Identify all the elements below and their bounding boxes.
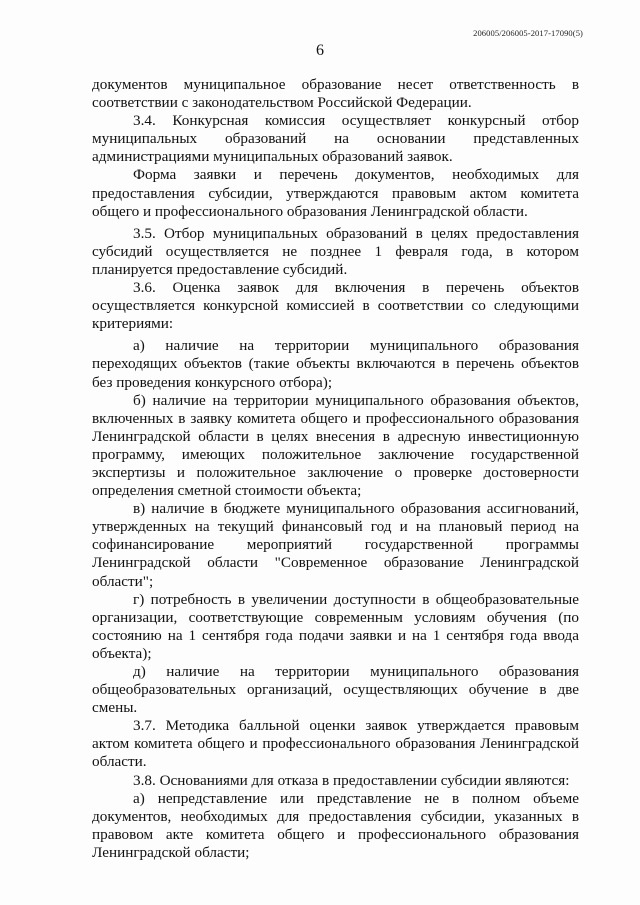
paragraph-3-8: 3.8. Основаниями для отказа в предоставлении субсидии являются:	[133, 771, 570, 789]
document-body	[92, 76, 579, 862]
paragraph-application-form: Форма заявки и перечень документов, необходимых для предоставления субсидии, утверждаются правовым актом комитета общего и профессионального образования Ленинградской области.	[92, 166, 579, 220]
paragraph-continuation: документов муниципальное образование несет ответственность в соответствии с законодательством Российской Федерации.	[92, 76, 579, 112]
paragraph-3-4: 3.4. Конкурсная комиссия осуществляет конкурсный отбор муниципальных образований на основании представленных администрациями муниципальных образований заявок.	[92, 112, 579, 166]
paragraph-3-6: 3.6. Оценка заявок для включения в перечень объектов осуществляется конкурсной комиссией в соответствии со следующими критериями:	[92, 279, 579, 333]
refusal-ground-a: а) непредставление или представление не в полном объеме документов, необходимых для предоставления субсидии, указанных в правовом акте комитета общего и профессионального образования Ленинградской области;	[92, 789, 579, 861]
criterion-a: а) наличие на территории муниципального образования переходящих объектов (такие объекты включаются в перечень объектов без проведения конкурсного отбора);	[92, 337, 579, 391]
paragraph-3-7: 3.7. Методика балльной оценки заявок утверждается правовым актом комитета общего и профессионального образования Ленинградской области.	[92, 717, 579, 771]
criterion-g: г) потребность в увеличении доступности в общеобразовательные организации, соответствующие современным условиям обучения (по состоянию на 1 сентября года подачи заявки и на 1 сентября года ввода объекта);	[92, 590, 579, 662]
page-number: 6	[316, 42, 324, 59]
document-id: 206005/206005-2017-17090(5)	[473, 28, 583, 38]
criterion-v: в) наличие в бюджете муниципального образования ассигнований, утвержденных на текущий финансовый год и на плановый период на софинансирование мероприятий государственной программы Ленинградской области "Современное образование Ленинградской области";	[92, 500, 579, 590]
paragraph-3-5: 3.5. Отбор муниципальных образований в целях предоставления субсидий осуществляется не позднее 1 февраля года, в котором планируется предоставление субсидий.	[92, 224, 579, 278]
criterion-d: д) наличие на территории муниципального образования общеобразовательных организаций, осуществляющих обучение в две смены.	[92, 663, 579, 717]
criterion-b: б) наличие на территории муниципального образования объектов, включенных в заявку комитета общего и профессионального образования Ленинградской области в целях внесения в адресную инвестиционную программу, имеющих положительное заключение государственной экспертизы и положительное заключение о проверке достоверности определения сметной стоимости объекта;	[92, 391, 579, 500]
